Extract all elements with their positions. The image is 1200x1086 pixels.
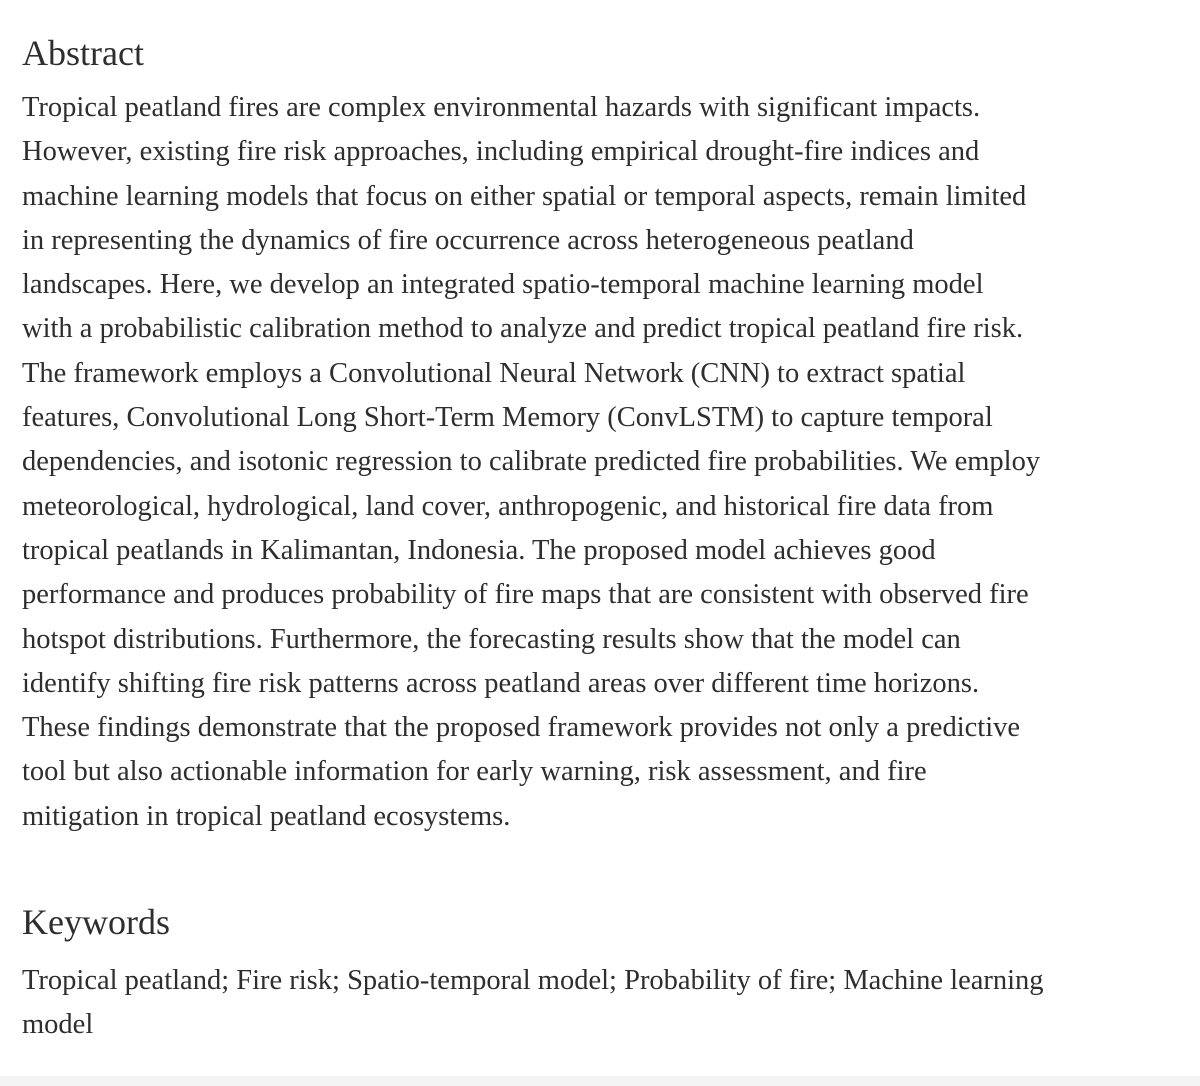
- abstract-line: performance and produces probability of fire maps that are consistent with observed fire: [22, 579, 1029, 611]
- abstract-heading: Abstract: [22, 33, 144, 73]
- keywords-heading: Keywords: [22, 902, 170, 943]
- abstract-line: dependencies, and isotonic regression to calibrate predicted fire probabilities. We employ: [22, 446, 1041, 478]
- abstract-line: The framework employs a Convolutional Neural Network (CNN) to extract spatial: [22, 357, 966, 389]
- abstract-line: tropical peatlands in Kalimantan, Indonesia. The proposed model achieves good: [22, 534, 936, 566]
- abstract-line: hotspot distributions. Furthermore, the forecasting results show that the model can: [22, 623, 961, 655]
- abstract-line: landscapes. Here, we develop an integrated spatio-temporal machine learning model: [22, 269, 984, 301]
- abstract-line: identify shifting fire risk patterns across peatland areas over different time horizons.: [22, 667, 980, 699]
- abstract-line: tool but also actionable information for early warning, risk assessment, and fire: [22, 756, 927, 788]
- abstract-line: However, existing fire risk approaches, including empirical drought-fire indices and: [22, 136, 980, 168]
- abstract-line: Tropical peatland fires are complex environmental hazards with significant impacts.: [22, 92, 981, 123]
- abstract-line: with a probabilistic calibration method to analyze and predict tropical peatland fire risk.: [22, 313, 1024, 345]
- article-abstract-section: [22, 30, 1172, 1047]
- abstract-line: features, Convolutional Long Short-Term Memory (ConvLSTM) to capture temporal: [22, 402, 993, 434]
- keywords-line: Tropical peatland; Fire risk; Spatio-temporal model; Probability of fire; Machine learning: [22, 965, 1044, 997]
- abstract-line: These findings demonstrate that the proposed framework provides not only a predictive: [22, 712, 1021, 744]
- page-bottom-edge: [0, 1076, 1200, 1086]
- abstract-line: machine learning models that focus on either spatial or temporal aspects, remain limited: [22, 180, 1027, 212]
- keywords-line: model: [22, 1009, 94, 1041]
- abstract-line: mitigation in tropical peatland ecosystems.: [22, 800, 511, 832]
- abstract-line: in representing the dynamics of fire occurrence across heterogeneous peatland: [22, 224, 914, 256]
- abstract-line: meteorological, hydrological, land cover, anthropogenic, and historical fire data from: [22, 490, 994, 522]
- keywords-text: [22, 959, 1172, 1047]
- abstract-text: [22, 86, 1172, 839]
